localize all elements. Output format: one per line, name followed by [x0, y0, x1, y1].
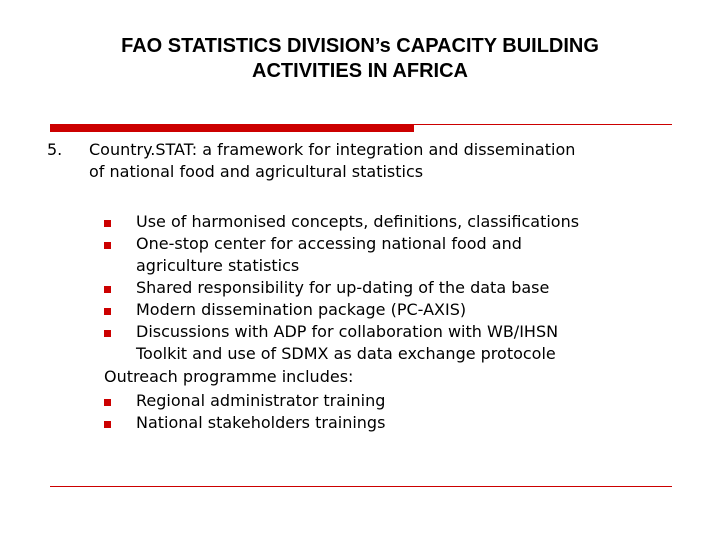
list-item-text: National stakeholders trainings [136, 412, 386, 432]
list-item-text: Shared responsibility for up-dating of the data base [136, 278, 550, 297]
list-item-text: Modern dissemination package (PC-AXIS) [136, 300, 467, 319]
item-number: 5. [47, 140, 63, 159]
title-line-2: ACTIVITIES IN AFRICA [252, 60, 468, 82]
outreach-heading: Outreach programme includes: [104, 367, 354, 386]
bottom-divider [50, 486, 672, 487]
list-item [104, 211, 664, 233]
list-item-text-continued: agriculture statistics [136, 256, 300, 275]
bullet-square-icon [104, 220, 111, 227]
list-item [104, 277, 664, 299]
bullet-square-icon [104, 286, 111, 293]
list-item [104, 412, 664, 434]
list-item [104, 299, 664, 321]
bullet-square-icon [104, 330, 111, 337]
bullet-square-icon [104, 399, 111, 406]
bullet-list [104, 211, 664, 434]
bullet-square-icon [104, 421, 111, 428]
bullet-square-icon [104, 242, 111, 249]
accent-bar [50, 124, 414, 132]
list-item [104, 390, 664, 412]
item-heading-line-2: of national food and agricultural statistics [89, 162, 424, 181]
bullet-square-icon [104, 308, 111, 315]
list-item-text: Regional administrator training [136, 390, 386, 410]
list-item [104, 321, 664, 365]
slide-title [30, 34, 690, 84]
item-heading [89, 139, 679, 183]
item-heading-line-1: Country.STAT: a framework for integration and dissemination [89, 140, 576, 159]
list-item [104, 233, 664, 277]
list-item-text: One-stop center for accessing national food and [136, 234, 522, 253]
title-line-1: FAO STATISTICS DIVISION’s CAPACITY BUILDING [121, 35, 599, 57]
list-item-text: Use of harmonised concepts, definitions, classifications [136, 212, 580, 231]
list-item-text-continued: Toolkit and use of SDMX as data exchange protocole [136, 344, 556, 363]
list-item-text: Discussions with ADP for collaboration with WB/IHSN [136, 322, 559, 341]
